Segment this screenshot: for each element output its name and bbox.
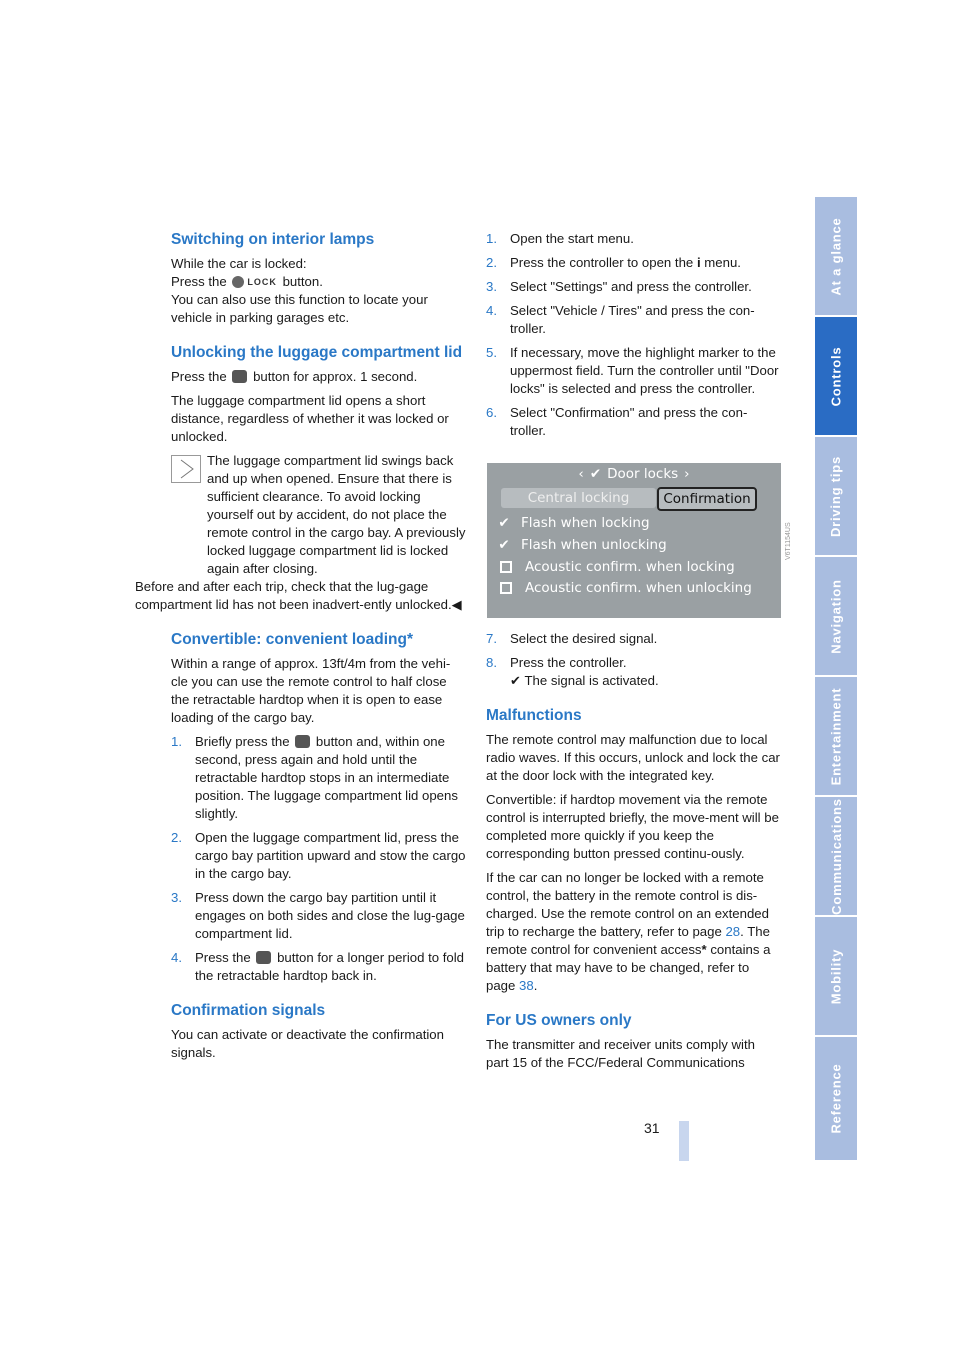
info-icon: i [696,255,701,270]
list-item: 4. Press the button for a longer period to fold the retractable hardtop back in. [171,950,465,983]
list-item: 3. Press down the cargo bay partition until it engages on both sides and close the lug-gage compartment lid. [171,890,465,941]
page-link-28[interactable]: 28 [725,924,741,939]
signal-activated: ✔ The signal is activated. [510,673,659,688]
list-item: 8. Press the controller. [486,655,627,670]
trunk-button-icon [232,370,247,383]
convertible-steps [171,733,466,985]
list-item: 7. Select the desired signal. [486,631,658,646]
malf-p1: The remote control may malfunction due to local radio waves. If this occurs, unlock and lock the car at the door lock with the integrated key. [486,732,780,783]
option-flash-unlocking[interactable]: ✔ Flash when unlocking [495,537,667,553]
list-item: 1. Open the start menu. [486,231,634,246]
luggage-p2: The luggage compartment lid opens a short distance, regardless of whether it was locked or unlocked. [171,393,449,444]
luggage-p1: Press the button for approx. 1 second. [171,369,418,384]
settings-steps [486,230,781,440]
page-number: 31 [644,1120,660,1136]
convertible-heading: Convertible: convenient loading* [171,631,413,648]
caution-triangle-icon [171,455,201,483]
option-acoustic-locking[interactable]: Acoustic confirm. when locking [495,559,735,575]
list-item: 1. Briefly press the button and, within one second, press again and hold until the retractable hardtop stops in an intermediate position. The luggage compartment lid opens slightly. [171,734,458,821]
option-acoustic-unlocking[interactable]: Acoustic confirm. when unlocking [495,580,752,596]
screen-tabs [501,488,761,508]
car-check-icon: ✔ [589,466,602,482]
interior-lamps-p1: While the car is locked: [171,256,307,271]
malf-p3: If the car can no longer be locked with a remote control, the battery in the remote control is dis-charged. Use the remote control on an extended trip to recharge the battery, refer to page 28. The remote control for convenient access* contains a battery that may have to be changed, refer to page 38. [486,870,771,993]
interior-lamps-heading: Switching on interior lamps [171,231,375,248]
checkbox-empty-icon [500,582,512,594]
left-column [135,230,466,1068]
thumb-tab-reference[interactable]: Reference [815,1037,857,1162]
door-locks-screen [487,463,781,618]
list-item: 2. Open the luggage compartment lid, press the cargo bay partition upward and stow the cargo in the cargo bay. [171,830,466,881]
chevron-left-icon: ‹ [578,466,584,482]
page-number-bar [679,1121,689,1161]
confirmation-p1: You can activate or deactivate the confirmation signals. [171,1027,444,1060]
us-p1: The transmitter and receiver units comply with part 15 of the FCC/Federal Communications [486,1037,755,1070]
luggage-heading: Unlocking the luggage compartment lid [171,344,463,361]
thumb-tab-driving-tips[interactable]: Driving tips [815,437,857,557]
confirmation-heading: Confirmation signals [171,1002,326,1019]
checkbox-empty-icon [500,561,512,573]
right-column-top [486,230,781,446]
luggage-note2: Before and after each trip, check that the lug-gage compartment lid has not been inadvert-ently unlocked.◀ [135,579,462,612]
interior-lamps-p2: Press the LOCK button. [171,274,323,289]
thumb-tab-navigation[interactable]: Navigation [815,557,857,677]
page-link-38[interactable]: 38 [519,978,534,993]
convertible-p1: Within a range of approx. 13ft/4m from the vehi-cle you can use the remote control to half close the retractable hardtop when it is open to ease loading of the cargo bay. [171,656,451,725]
car-button-icon [256,951,271,964]
tab-central-locking[interactable]: Central locking [501,488,656,508]
option-flash-locking[interactable]: ✔ Flash when locking [495,515,650,531]
caution-note: The luggage compartment lid swings back and up when opened. Ensure that there is sufficient clearance. To avoid locking yourself out by accident, do not place the remote control in the cargo bay. A previously locked luggage compartment lid is locked again after closing. [171,452,466,578]
list-item: 5. If necessary, move the highlight marker to the uppermost field. Turn the controller until "Door locks" is selected and press the controller. [486,345,779,396]
screen-title-bar [487,463,781,485]
interior-lamps-p3: You can also use this function to locate your vehicle in parking garages etc. [171,292,428,325]
malf-p2: Convertible: if hardtop movement via the remote control is interrupted briefly, the move-ment will be completed more quickly if you keep the corresponding button pressed continu-ously. [486,792,779,861]
malfunctions-heading: Malfunctions [486,707,582,724]
checkmark-icon: ✔ [498,537,510,553]
list-item: 4. Select "Vehicle / Tires" and press the con-troller. [486,303,755,336]
image-code: V6T1154US [785,522,792,560]
list-item: 6. Select "Confirmation" and press the con-troller. [486,405,748,438]
thumb-tab-entertainment[interactable]: Entertainment [815,677,857,797]
us-owners-heading: For US owners only [486,1012,632,1029]
thumb-tab-at-a-glance[interactable]: At a glance [815,197,857,317]
screen-title: Door locks [607,466,679,482]
tab-confirmation[interactable]: Confirmation [657,487,757,511]
checkmark-icon: ✔ [510,673,522,688]
section-thumb-tabs [815,197,857,1160]
lock-button-icon: LOCK [232,273,277,291]
thumb-tab-mobility[interactable]: Mobility [815,917,857,1037]
list-item: 3. Select "Settings" and press the controller. [486,279,752,294]
list-item: 2. Press the controller to open the i menu. [486,255,741,270]
signal-steps [486,630,781,672]
thumb-tab-controls[interactable]: Controls [815,317,857,437]
thumb-tab-communications[interactable]: Communications [815,797,857,917]
chevron-right-icon: › [684,466,690,482]
right-column-bottom [486,630,781,1078]
checkmark-icon: ✔ [498,515,510,531]
trunk-button-icon [295,735,310,748]
